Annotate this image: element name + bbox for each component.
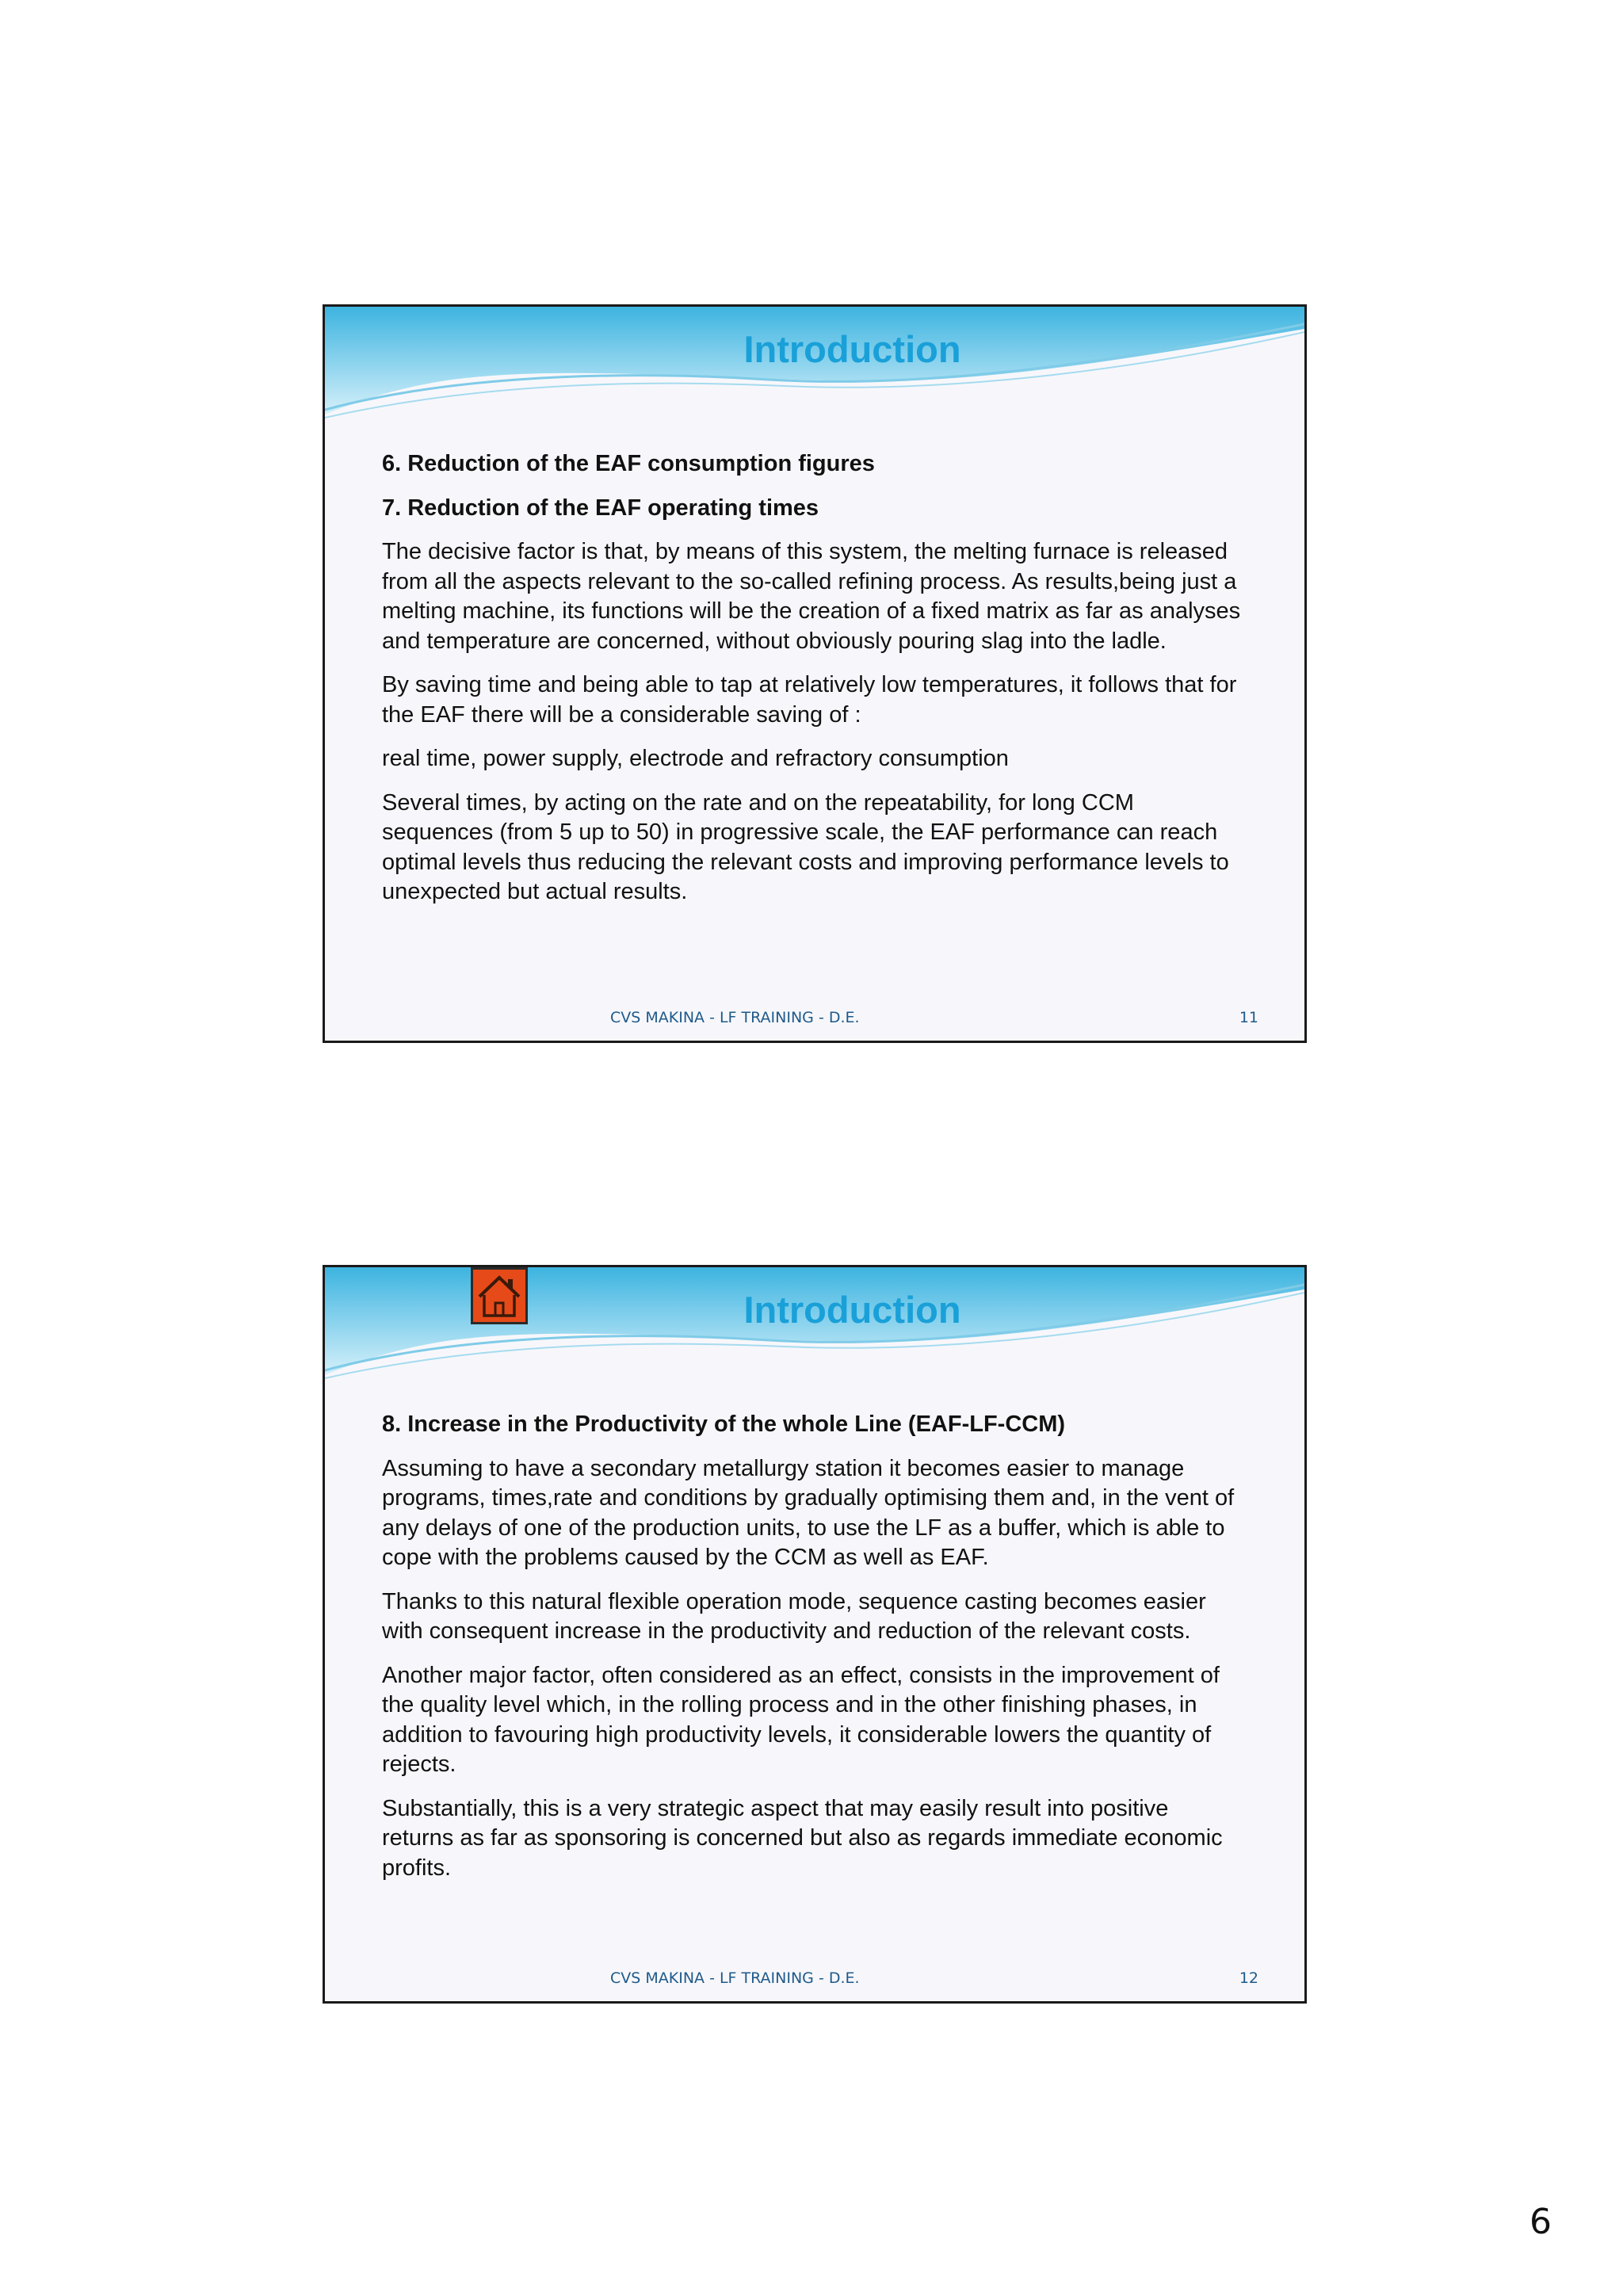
slide-12 xyxy=(323,1265,1307,2004)
paragraph: Assuming to have a secondary metallurgy station it becomes easier to manage programs, times,rate and conditions by gradually optimising them and, in the vent of any delays of one of the production units, to use the LF as a buffer, which is able to cope with the problems caused by the CCM as well as EAF. xyxy=(382,1455,1235,1570)
footer-text: CVS MAKINA - LF TRAINING - D.E. xyxy=(610,1009,860,1026)
slide-title: Introduction xyxy=(743,328,961,370)
page-number: 6 xyxy=(1529,2202,1552,2242)
heading-item-6: 6. Reduction of the EAF consumption figures xyxy=(382,451,875,476)
slide-body xyxy=(382,449,1246,922)
slide-title: Introduction xyxy=(743,1289,961,1331)
slide-footer xyxy=(325,1969,1304,1993)
slide-body xyxy=(382,1410,1246,1897)
paragraph: Another major factor, often considered as an effect, consists in the improvement of the quality level which, in the rolling process and in the other finishing phases, in addition to favouring high productivity levels, it considerable lowers the quantity of rejects. xyxy=(382,1662,1220,1777)
slide-11 xyxy=(323,304,1307,1043)
paragraph: By saving time and being able to tap at relatively low temperatures, it follows that for the EAF there will be a considerable saving of : xyxy=(382,672,1237,728)
heading-item-7: 7. Reduction of the EAF operating times xyxy=(382,495,819,521)
slide-footer xyxy=(325,1009,1304,1033)
slide-number: 11 xyxy=(1239,1009,1258,1026)
paragraph: Several times, by acting on the rate and on the repeatability, for long CCM sequences (from 5 up to 50) in progressive scale, the EAF performance can reach optimal levels thus reducing the relevant costs and improving performance levels to unexpected but actual results. xyxy=(382,789,1229,904)
slide-number: 12 xyxy=(1239,1969,1258,1987)
paragraph: Substantially, this is a very strategic aspect that may easily result into positive returns as far as sponsoring is concerned but also as regards immediate economic profits. xyxy=(382,1795,1223,1881)
paragraph: real time, power supply, electrode and refractory consumption xyxy=(382,746,1009,771)
paragraph: The decisive factor is that, by means of this system, the melting furnace is released from all the aspects relevant to the so-called refining process. As results,being just a melting machine, its functions will be the creation of a fixed matrix as far as analyses and temperature are concerned, without obviously pouring slag into the ladle. xyxy=(382,539,1241,654)
footer-text: CVS MAKINA - LF TRAINING - D.E. xyxy=(610,1969,860,1987)
heading-item-8: 8. Increase in the Productivity of the whole Line (EAF-LF-CCM) xyxy=(382,1412,1066,1437)
paragraph: Thanks to this natural flexible operation mode, sequence casting becomes easier with consequent increase in the productivity and reduction of the relevant costs. xyxy=(382,1588,1206,1644)
